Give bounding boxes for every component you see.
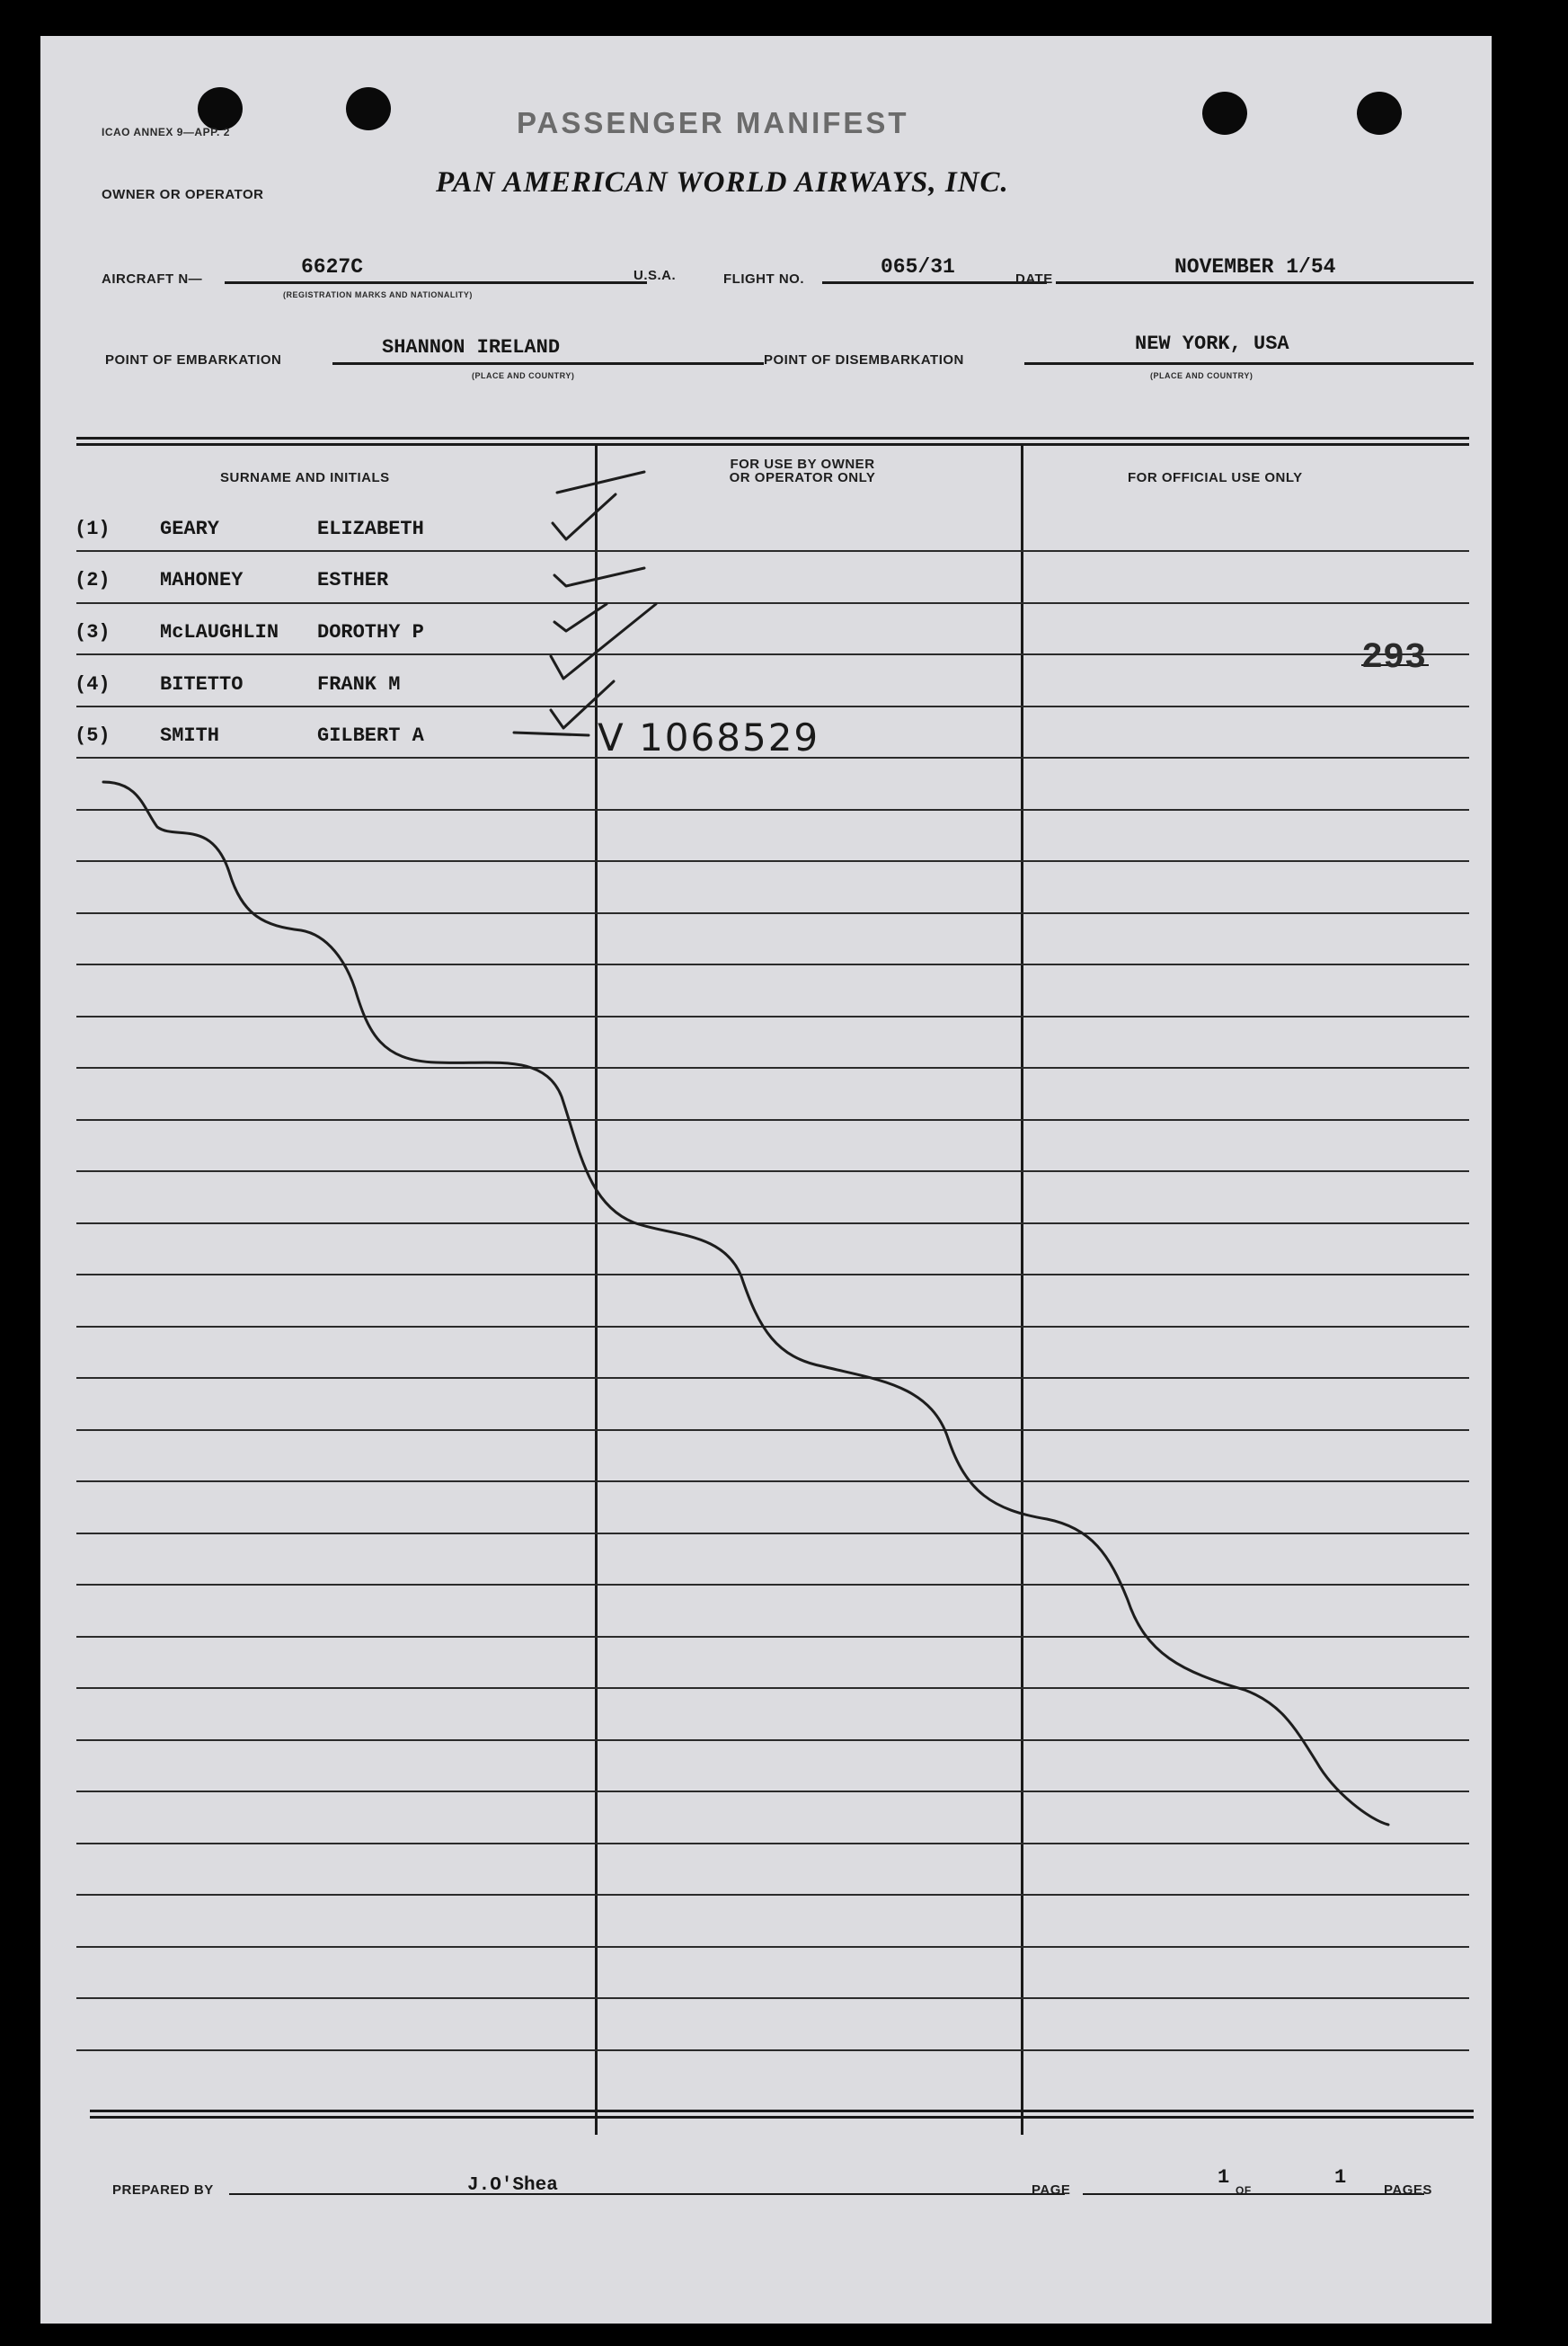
passenger-given-names: GILBERT A — [317, 724, 424, 747]
dash-mark — [514, 733, 589, 735]
table-bottom-rule — [90, 2110, 1474, 2112]
row-number: (2) — [75, 569, 111, 591]
table-bottom-rule — [90, 2116, 1474, 2119]
flight-value: 065/31 — [881, 255, 955, 279]
row-number: (1) — [75, 518, 111, 540]
passenger-surname: McLAUGHLIN — [160, 621, 279, 644]
nationality-label: U.S.A. — [633, 268, 677, 283]
embarkation-label: POINT OF EMBARKATION — [105, 352, 282, 368]
date-value: NOVEMBER 1/54 — [1174, 255, 1336, 279]
date-label: DATE — [1015, 271, 1053, 287]
disembarkation-value: NEW YORK, USA — [1135, 333, 1289, 355]
prepared-by-value: J.O'Shea — [467, 2175, 558, 2196]
embarkation-value: SHANNON IRELAND — [382, 336, 561, 359]
check-mark-icon — [557, 472, 644, 493]
official-note: 293 — [1361, 638, 1427, 679]
form-reference: ICAO ANNEX 9—APP. 2 — [102, 126, 230, 138]
check-mark-icon — [554, 604, 607, 631]
prepared-by-underline — [229, 2193, 1065, 2195]
passenger-surname: SMITH — [160, 724, 220, 747]
flight-label: FLIGHT NO. — [723, 271, 804, 287]
owner-label: OWNER OR OPERATOR — [102, 187, 264, 202]
passenger-given-names: ELIZABETH — [317, 518, 424, 540]
passenger-given-names: FRANK M — [317, 673, 401, 696]
page-label: PAGE — [1032, 2182, 1071, 2198]
disembarkation-label: POINT OF DISEMBARKATION — [764, 352, 964, 368]
page-number: 1 — [1218, 2166, 1230, 2189]
pages-label: PAGES — [1384, 2182, 1432, 2198]
manifest-sheet — [40, 36, 1492, 2324]
cancellation-squiggle — [103, 782, 1388, 1825]
handwritten-owner-note: V 1068529 — [598, 715, 820, 760]
check-mark-icon — [551, 604, 656, 679]
handwritten-marks — [40, 36, 1492, 2324]
row-number: (5) — [75, 724, 111, 747]
form-title: PASSENGER MANIFEST — [517, 106, 909, 139]
of-label: OF — [1236, 2184, 1252, 2197]
passenger-surname: GEARY — [160, 518, 220, 540]
page-underline — [1083, 2193, 1424, 2195]
check-mark-icon — [554, 568, 644, 586]
prepared-by-label: PREPARED BY — [112, 2182, 214, 2198]
row-number: (3) — [75, 621, 111, 644]
names-column-header: SURNAME AND INITIALS — [220, 470, 390, 485]
passenger-surname: MAHONEY — [160, 569, 244, 591]
registration-caption: (REGISTRATION MARKS AND NATIONALITY) — [283, 290, 473, 299]
row-number: (4) — [75, 673, 111, 696]
page-total: 1 — [1334, 2166, 1347, 2189]
owner-value: PAN AMERICAN WORLD AIRWAYS, INC. — [436, 166, 1009, 199]
embarkation-caption: (PLACE AND COUNTRY) — [472, 371, 575, 380]
aircraft-label: AIRCRAFT N— — [102, 271, 203, 287]
passenger-given-names: ESTHER — [317, 569, 389, 591]
passenger-surname: BITETTO — [160, 673, 244, 696]
check-mark-icon — [553, 494, 616, 539]
passenger-given-names: DOROTHY P — [317, 621, 424, 644]
owner-column-header: FOR USE BY OWNER OR OPERATOR ONLY — [729, 457, 876, 485]
official-column-header: FOR OFFICIAL USE ONLY — [1128, 470, 1303, 485]
disembarkation-caption: (PLACE AND COUNTRY) — [1150, 371, 1254, 380]
aircraft-value: 6627C — [301, 255, 364, 279]
